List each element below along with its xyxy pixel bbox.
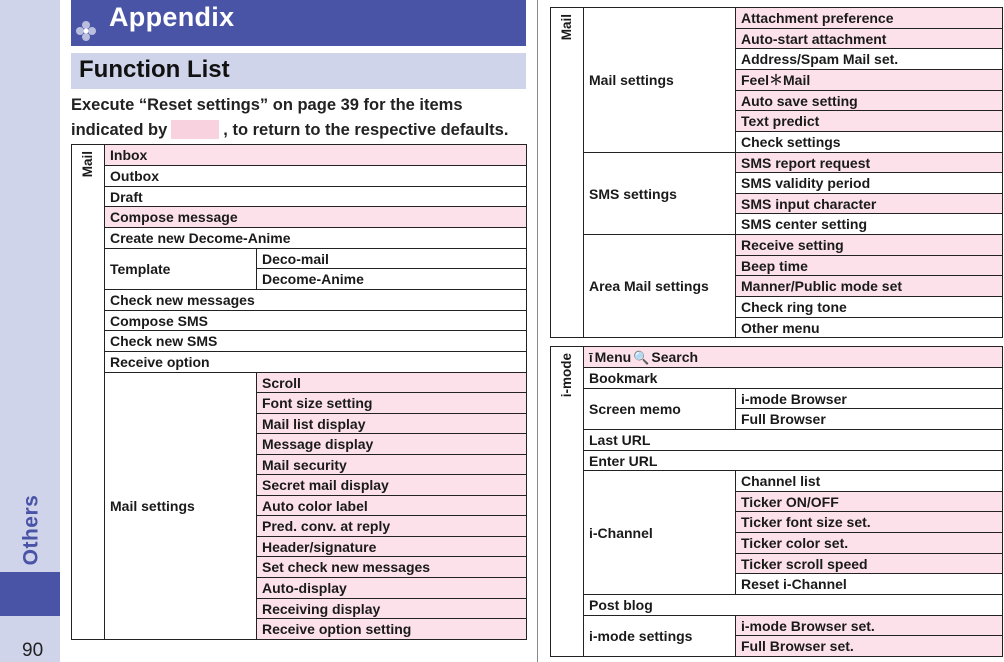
table-row: Inbox (105, 145, 527, 166)
table-row-group: i-mode settings (584, 616, 736, 657)
table-row: Check new messages (105, 290, 527, 311)
category-cell: i-mode (551, 347, 584, 657)
table-row-group: i-Channel (584, 471, 736, 595)
intro-text: Execute “Reset settings” on page 39 for the items indicated by , to return to the respective defaults. (71, 96, 509, 139)
table-row: Draft (105, 187, 527, 207)
reset-indicator-swatch (171, 120, 219, 139)
section-tab (0, 572, 60, 616)
table-row: Check settings (736, 132, 1003, 153)
category-cell: Mail (72, 145, 105, 640)
table-row: Set check new messages (257, 557, 527, 578)
table-row-group: Mail settings (105, 373, 257, 640)
function-list-banner (71, 53, 526, 89)
table-row: Ticker scroll speed (736, 554, 1003, 574)
table-row: SMS report request (736, 153, 1003, 173)
table-row: Mail security (257, 455, 527, 475)
imode-function-table (550, 346, 1003, 657)
table-row: Create new Decome-Anime (105, 228, 527, 249)
table-row: Receive option setting (257, 619, 527, 640)
table-row: Message display (257, 434, 527, 455)
table-row: Ticker color set. (736, 533, 1003, 554)
table-row: ī Menu 🔍 Search (584, 347, 1003, 368)
table-row: Outbox (105, 166, 527, 187)
page-title: Function List (79, 56, 230, 83)
table-row: Pred. conv. at reply (257, 516, 527, 537)
table-row: Compose message (105, 207, 527, 228)
table-row: Compose SMS (105, 311, 527, 331)
table-row: Auto-display (257, 578, 527, 599)
table-row: i-mode Browser (736, 389, 1003, 409)
imode-icon: ī (589, 349, 593, 365)
search-icon: 🔍 (633, 349, 650, 365)
table-row: Receiving display (257, 599, 527, 619)
mail-function-table (71, 144, 527, 640)
table-row: Feel＊Mail (736, 70, 1003, 91)
appendix-banner (71, 0, 526, 46)
category-cell: Mail (551, 8, 584, 338)
table-row: Secret mail display (257, 475, 527, 496)
table-row: i-mode Browser set. (736, 616, 1003, 636)
table-row: Deco-mail (257, 249, 527, 269)
page-number: 90 (22, 640, 44, 661)
table-row-group: SMS settings (584, 153, 736, 235)
table-row: Post blog (584, 595, 1003, 616)
table-row: Bookmark (584, 368, 1003, 389)
table-row: Decome-Anime (257, 269, 527, 290)
table-row: Check new SMS (105, 331, 527, 352)
table-row-group: Area Mail settings (584, 235, 736, 338)
table-row: Enter URL (584, 451, 1003, 471)
table-row-group: Template (105, 249, 257, 290)
table-row: Check ring tone (736, 297, 1003, 318)
flower-icon (75, 20, 97, 42)
table-row: Ticker font size set. (736, 512, 1003, 533)
column-divider (537, 0, 538, 662)
table-row: Receive setting (736, 235, 1003, 256)
table-row: SMS validity period (736, 173, 1003, 194)
table-row: Manner/Public mode set (736, 276, 1003, 297)
table-row: Mail list display (257, 414, 527, 434)
table-row: Address/Spam Mail set. (736, 49, 1003, 70)
table-row-group: Mail settings (584, 8, 736, 153)
table-row: SMS center setting (736, 214, 1003, 235)
table-row: Beep time (736, 256, 1003, 276)
table-row: SMS input character (736, 194, 1003, 214)
table-row: Full Browser (736, 409, 1003, 430)
table-row: Auto color label (257, 496, 527, 516)
table-row: Full Browser set. (736, 636, 1003, 657)
table-row: Receive option (105, 352, 527, 373)
table-row: Channel list (736, 471, 1003, 492)
table-row: Header/signature (257, 537, 527, 557)
table-row: Last URL (584, 430, 1003, 451)
table-row: Font size setting (257, 393, 527, 414)
table-row: Attachment preference (736, 8, 1003, 29)
table-row: Auto-start attachment (736, 29, 1003, 49)
mail-settings-table (550, 7, 1003, 338)
table-row: Text predict (736, 111, 1003, 132)
table-row: Reset i-Channel (736, 574, 1003, 595)
table-row: Other menu (736, 318, 1003, 338)
appendix-title: Appendix (109, 2, 235, 32)
table-row: Ticker ON/OFF (736, 492, 1003, 512)
table-row: Scroll (257, 373, 527, 393)
table-row: Auto save setting (736, 91, 1003, 111)
table-row-group: Screen memo (584, 389, 736, 430)
section-label: Others (19, 494, 42, 566)
